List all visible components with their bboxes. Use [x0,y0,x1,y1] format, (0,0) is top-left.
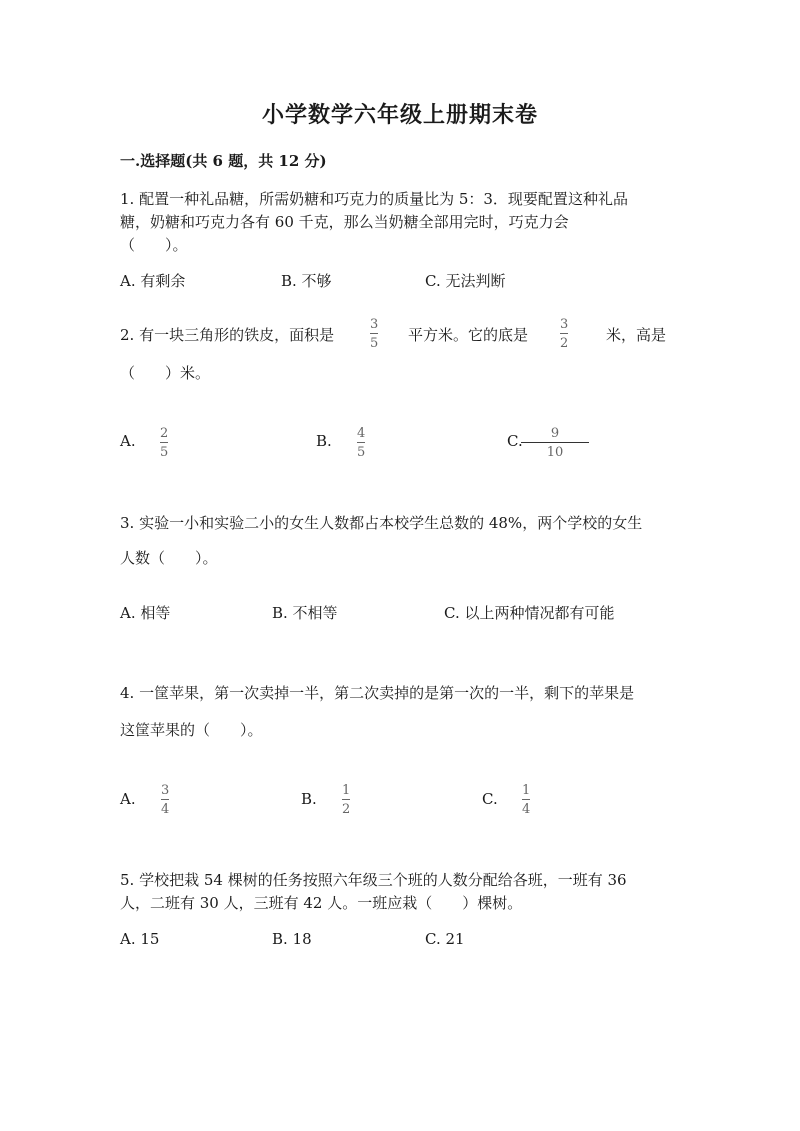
question-5-option-c[interactable]: C. 21 [425,930,465,948]
question-2-area-fraction [370,318,378,350]
question-3-option-a[interactable]: A. 相等 [120,604,171,622]
fraction-numerator: 4 [357,426,366,441]
question-2-base-fraction [560,318,568,350]
fraction-denominator: 2 [560,336,569,351]
question-4-option-c-label[interactable]: C. [482,790,498,808]
question-5-option-b[interactable]: B. 18 [272,930,312,948]
question-1-option-b[interactable]: B. 不够 [281,272,332,290]
question-2-option-a-fraction[interactable] [160,427,168,459]
question-1-line-1: 1. 配置一种礼品糖，所需奶糖和巧克力的质量比为 5：3．现要配置这种礼品 [120,190,628,208]
question-3-line-1: 3. 实验一小和实验二小的女生人数都占本校学生总数的 48%，两个学校的女生 [120,514,643,532]
question-2-line-2: （ ）米。 [120,364,211,382]
question-4-option-c-fraction[interactable] [522,784,530,816]
question-1-line-3: （ ）。 [120,236,188,254]
question-4-option-b-fraction[interactable] [342,784,350,816]
question-2-text-part-1: 2. 有一块三角形的铁皮，面积是 [120,326,335,344]
fraction-numerator: 3 [161,783,170,798]
question-2-option-b-label[interactable]: B. [316,432,332,450]
question-3-line-2: 人数（ ）。 [120,549,218,567]
fraction-denominator: 10 [546,445,564,460]
page-title: 小学数学六年级上册期末卷 [261,102,538,128]
question-5-line-1: 5. 学校把栽 54 棵树的任务按照六年级三个班的人数分配给各班，一班有 36 [120,871,627,889]
section-heading: 一.选择题(共 6 题，共 12 分) [120,152,327,170]
question-1-option-c[interactable]: C. 无法判断 [425,272,506,290]
question-2-option-b-fraction[interactable] [357,427,365,459]
question-4-option-a-label[interactable]: A. [120,790,136,808]
question-4-option-b-label[interactable]: B. [301,790,317,808]
fraction-denominator: 4 [161,802,170,817]
fraction-numerator: 3 [370,317,379,332]
fraction-denominator: 5 [370,336,379,351]
fraction-numerator: 2 [160,426,169,441]
question-3-option-b[interactable]: B. 不相等 [272,604,338,622]
question-4-option-a-fraction[interactable] [161,784,169,816]
fraction-denominator: 4 [522,802,531,817]
question-1-line-2: 糖，奶糖和巧克力各有 60 千克，那么当奶糖全部用完时，巧克力会 [120,213,569,231]
question-1-option-a[interactable]: A. 有剩余 [120,272,186,290]
fraction-denominator: 5 [160,445,169,460]
question-4-line-1: 4. 一筐苹果，第一次卖掉一半，第二次卖掉的是第一次的一半，剩下的苹果是 [120,684,635,702]
fraction-numerator: 1 [342,783,351,798]
fraction-denominator: 2 [342,802,351,817]
question-5-option-a[interactable]: A. 15 [120,930,160,948]
fraction-numerator: 9 [550,426,560,441]
fraction-numerator: 3 [560,317,569,332]
question-2-option-c-label[interactable]: C. [507,432,523,450]
fraction-denominator: 5 [357,445,366,460]
question-5-line-2: 人，二班有 30 人，三班有 42 人。一班应栽（ ）棵树。 [120,894,523,912]
question-3-option-c[interactable]: C. 以上两种情况都有可能 [444,604,615,622]
question-2-option-c-fraction[interactable] [521,427,589,459]
question-2-text-part-3: 米，高是 [606,326,667,344]
question-2-option-a-label[interactable]: A. [120,432,136,450]
fraction-numerator: 1 [522,783,531,798]
question-2-text-part-2: 平方米。它的底是 [408,326,529,344]
question-4-line-2: 这筐苹果的（ ）。 [120,721,263,739]
